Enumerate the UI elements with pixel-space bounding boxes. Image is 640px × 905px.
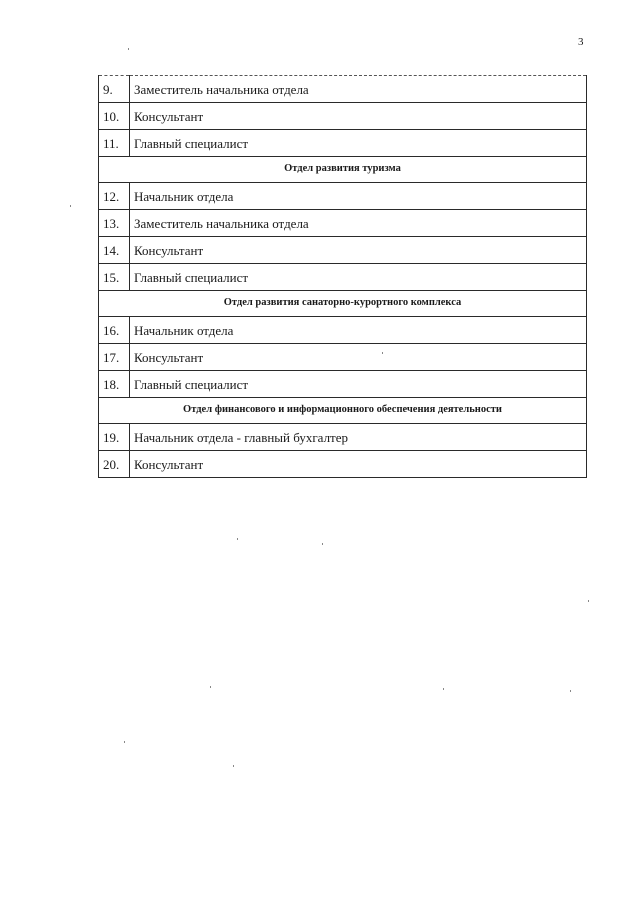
position-title: Начальник отдела: [130, 183, 587, 210]
table-row: [99, 317, 587, 344]
scan-speck: [570, 690, 571, 692]
section-title: Отдел развития туризма: [99, 157, 587, 183]
position-title: Консультант: [130, 451, 587, 478]
row-number: 15.: [99, 264, 130, 291]
scan-speck: [237, 538, 238, 540]
row-number: 17.: [99, 344, 130, 371]
table-row: [99, 76, 587, 103]
position-title: Консультант: [130, 344, 587, 371]
position-title: Консультант: [130, 103, 587, 130]
row-number: 13.: [99, 210, 130, 237]
section-title: Отдел развития санаторно-курортного комплекса: [99, 291, 587, 317]
table-row: [99, 103, 587, 130]
table-row: [99, 371, 587, 398]
position-title: Начальник отдела: [130, 317, 587, 344]
position-title: Главный специалист: [130, 264, 587, 291]
scan-speck: [382, 352, 383, 354]
row-number: 11.: [99, 130, 130, 157]
page-number: 3: [578, 36, 584, 48]
scan-speck: [70, 205, 71, 207]
position-title: Заместитель начальника отдела: [130, 210, 587, 237]
row-number: 9.: [99, 76, 130, 103]
section-title: Отдел финансового и информационного обеспечения деятельности: [99, 398, 587, 424]
scan-speck: [588, 600, 589, 602]
table-row: [99, 210, 587, 237]
position-title: Начальник отдела - главный бухгалтер: [130, 424, 587, 451]
position-title: Главный специалист: [130, 130, 587, 157]
row-number: 10.: [99, 103, 130, 130]
scan-speck: [443, 688, 444, 690]
row-number: 14.: [99, 237, 130, 264]
positions-table: [98, 75, 587, 478]
table-row: [99, 237, 587, 264]
scan-speck: [322, 543, 323, 545]
section-header-row: [99, 157, 587, 183]
position-title: Главный специалист: [130, 371, 587, 398]
table-row: [99, 183, 587, 210]
row-number: 20.: [99, 451, 130, 478]
table-row: [99, 130, 587, 157]
table-row: [99, 424, 587, 451]
scan-speck: [128, 48, 129, 50]
row-number: 18.: [99, 371, 130, 398]
scan-speck: [124, 741, 125, 743]
table-row: [99, 344, 587, 371]
position-title: Консультант: [130, 237, 587, 264]
scan-speck: [233, 765, 234, 767]
row-number: 16.: [99, 317, 130, 344]
section-header-row: [99, 398, 587, 424]
position-title: Заместитель начальника отдела: [130, 76, 587, 103]
section-header-row: [99, 291, 587, 317]
scan-speck: [210, 686, 211, 688]
table-row: [99, 264, 587, 291]
table-row: [99, 451, 587, 478]
row-number: 19.: [99, 424, 130, 451]
row-number: 12.: [99, 183, 130, 210]
